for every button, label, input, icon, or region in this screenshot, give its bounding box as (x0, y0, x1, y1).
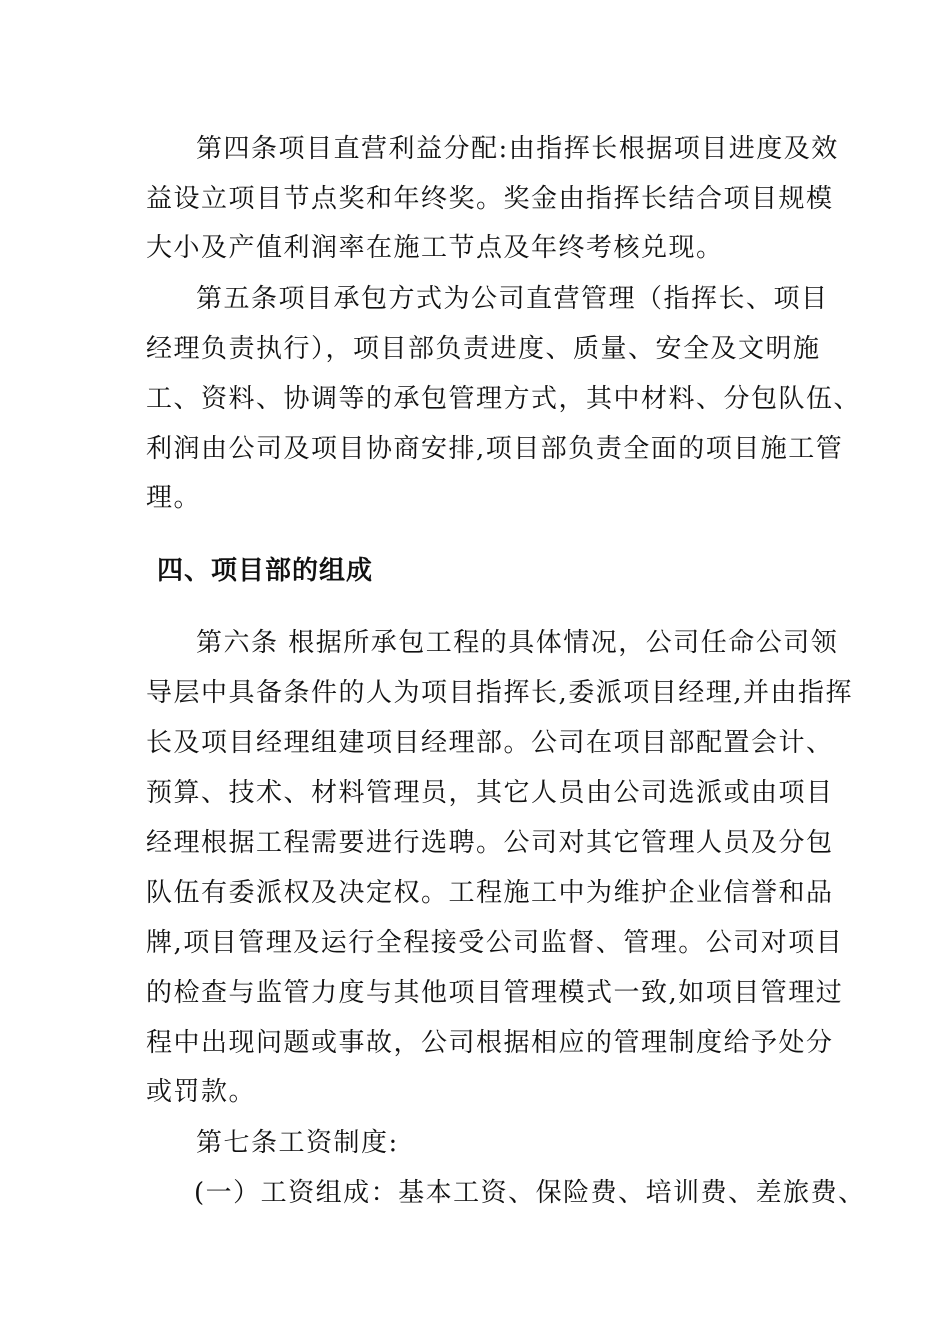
article-5-line-3: 工、资料、协调等的承包管理方式，其中材料、分包队伍、 (146, 384, 862, 414)
section-heading: 四、项目部的组成 (157, 556, 374, 586)
article-5-line-2: 经理负责执行），项目部负责进度、质量、安全及文明施 (146, 334, 821, 364)
article-4-line-3: 大小及产值利润率在施工节点及年终考核兑现。 (146, 233, 724, 263)
article-6-line-6: 队伍有委派权及决定权。工程施工中为维护企业信誉和品 (146, 878, 834, 908)
article-6-line-4: 预算、技术、材料管理员，其它人员由公司选派或由项目 (146, 778, 834, 808)
article-6-line-5: 经理根据工程需要进行选聘。公司对其它管理人员及分包 (146, 828, 834, 858)
article-6-line-2: 导层中具备条件的人为项目指挥长,委派项目经理,并由指挥 (146, 678, 854, 708)
article-4-line-2: 益设立项目节点奖和年终奖。奖金由指挥长结合项目规模 (146, 184, 834, 214)
article-6-line-8: 的检查与监管力度与其他项目管理模式一致,如项目管理过 (146, 978, 844, 1008)
article-7-title: 第七条工资制度: (196, 1128, 399, 1158)
article-6-line-3: 长及项目经理组建项目经理部。公司在项目部配置会计、 (146, 728, 834, 758)
article-7-item-1: (一）工资组成：基本工资、保险费、培训费、差旅费、 (194, 1178, 866, 1208)
article-6-line-10: 或罚款。 (146, 1077, 257, 1107)
article-6-line-9: 程中出现问题或事故，公司根据相应的管理制度给予处分 (146, 1028, 834, 1058)
article-6-line-1: 第六条 根据所承包工程的具体情况，公司任命公司领 (196, 628, 839, 658)
article-5-line-5: 理。 (146, 483, 202, 513)
article-5-line-1: 第五条项目承包方式为公司直营管理（指挥长、项目 (196, 284, 829, 314)
article-5-line-4: 利润由公司及项目协商安排,项目部负责全面的项目施工管 (146, 434, 844, 464)
article-6-line-7: 牌,项目管理及运行全程接受公司监督、管理。公司对项目 (146, 928, 844, 958)
article-4-line-1: 第四条项目直营利益分配:由指挥长根据项目进度及效 (196, 134, 839, 164)
